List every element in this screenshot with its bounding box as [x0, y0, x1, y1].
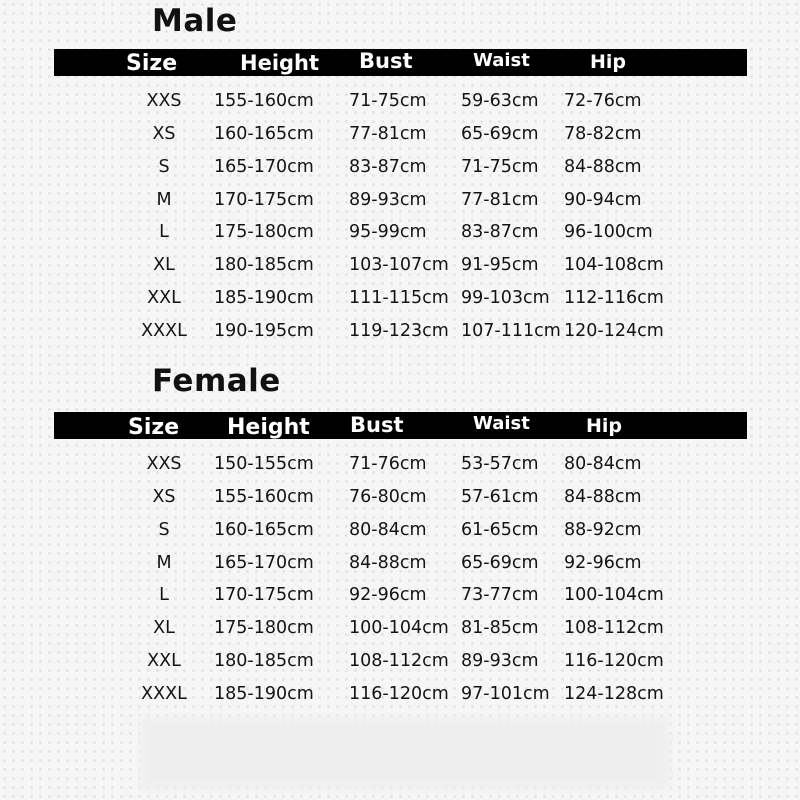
female-header-waist: Waist [473, 413, 530, 434]
table-row [54, 481, 747, 514]
height-cell: 165-170cm [214, 552, 314, 573]
female-section-title: Female [152, 363, 281, 399]
size-cell: S [158, 519, 170, 540]
height-cell: 170-175cm [214, 585, 314, 606]
waist-cell: 65-69cm [461, 123, 539, 144]
table-row [54, 547, 747, 580]
hip-cell: 80-84cm [564, 454, 642, 474]
bust-cell: 119-123cm [349, 320, 449, 341]
hip-cell: 116-120cm [564, 651, 664, 672]
bust-cell: 92-96cm [349, 585, 427, 606]
bust-cell: 116-120cm [349, 683, 449, 704]
height-cell: 160-165cm [214, 519, 314, 540]
hip-cell: 108-112cm [564, 618, 664, 639]
size-cell: L [159, 585, 169, 606]
size-cell: L [159, 222, 169, 243]
waist-cell: 97-101cm [461, 683, 550, 704]
table-row [54, 315, 747, 348]
size-cell: XL [153, 255, 175, 276]
table-row [54, 85, 747, 118]
table-row [54, 678, 747, 711]
table-row [54, 612, 747, 645]
waist-cell: 83-87cm [461, 222, 539, 243]
size-cell: XS [152, 486, 176, 507]
hip-cell: 88-92cm [564, 519, 642, 540]
size-cell: XL [153, 618, 175, 639]
bust-cell: 71-75cm [349, 91, 427, 111]
size-cell: XS [152, 123, 176, 144]
female-table-header [54, 412, 747, 439]
female-header-hip: Hip [586, 415, 623, 437]
waist-cell: 61-65cm [461, 519, 539, 540]
bust-cell: 76-80cm [349, 486, 427, 507]
size-cell: S [158, 156, 170, 177]
height-cell: 175-180cm [214, 618, 314, 639]
bust-cell: 111-115cm [349, 288, 449, 309]
male-header-hip: Hip [590, 51, 627, 73]
size-cell: XXS [146, 91, 182, 111]
male-header-bust: Bust [359, 49, 413, 73]
hip-cell: 120-124cm [564, 320, 664, 341]
bust-cell: 103-107cm [349, 255, 449, 276]
table-row [54, 448, 747, 481]
height-cell: 175-180cm [214, 222, 314, 243]
waist-cell: 65-69cm [461, 552, 539, 573]
waist-cell: 107-111cm [461, 320, 561, 341]
female-header-height: Height [227, 415, 310, 440]
table-row [54, 151, 747, 184]
male-header-waist: Waist [473, 50, 530, 71]
waist-cell: 91-95cm [461, 255, 539, 276]
height-cell: 155-160cm [214, 486, 314, 507]
blurred-footer-note [140, 718, 670, 790]
size-cell: XXXL [141, 683, 187, 704]
table-row [54, 579, 747, 612]
waist-cell: 77-81cm [461, 189, 539, 210]
size-cell: M [156, 189, 172, 210]
height-cell: 155-160cm [214, 91, 314, 111]
size-cell: XXS [146, 454, 182, 474]
table-row [54, 118, 747, 151]
bust-cell: 83-87cm [349, 156, 427, 177]
bust-cell: 95-99cm [349, 222, 427, 243]
male-section-title: Male [152, 3, 238, 39]
bust-cell: 71-76cm [349, 454, 427, 474]
height-cell: 170-175cm [214, 189, 314, 210]
height-cell: 180-185cm [214, 651, 314, 672]
hip-cell: 90-94cm [564, 189, 642, 210]
hip-cell: 100-104cm [564, 585, 664, 606]
waist-cell: 99-103cm [461, 288, 550, 309]
size-cell: XXXL [141, 320, 187, 341]
male-header-height: Height [240, 51, 320, 75]
bust-cell: 77-81cm [349, 123, 427, 144]
height-cell: 180-185cm [214, 255, 314, 276]
table-row [54, 184, 747, 217]
size-cell: XXL [147, 651, 181, 672]
hip-cell: 104-108cm [564, 255, 664, 276]
waist-cell: 53-57cm [461, 454, 539, 474]
table-row [54, 216, 747, 249]
hip-cell: 84-88cm [564, 156, 642, 177]
bust-cell: 84-88cm [349, 552, 427, 573]
hip-cell: 78-82cm [564, 123, 642, 144]
hip-cell: 72-76cm [564, 91, 642, 111]
bust-cell: 108-112cm [349, 651, 449, 672]
female-header-size: Size [128, 415, 180, 440]
bust-cell: 100-104cm [349, 618, 449, 639]
waist-cell: 81-85cm [461, 618, 539, 639]
height-cell: 185-190cm [214, 288, 314, 309]
height-cell: 165-170cm [214, 156, 314, 177]
waist-cell: 57-61cm [461, 486, 539, 507]
female-header-bust: Bust [350, 413, 404, 437]
height-cell: 185-190cm [214, 683, 314, 704]
male-table-header [54, 49, 747, 76]
hip-cell: 92-96cm [564, 552, 642, 573]
waist-cell: 89-93cm [461, 651, 539, 672]
hip-cell: 84-88cm [564, 486, 642, 507]
height-cell: 190-195cm [214, 320, 314, 341]
bust-cell: 80-84cm [349, 519, 427, 540]
table-row [54, 514, 747, 547]
male-header-size: Size [126, 51, 178, 76]
table-row [54, 282, 747, 315]
hip-cell: 124-128cm [564, 683, 664, 704]
height-cell: 160-165cm [214, 123, 314, 144]
size-cell: XXL [147, 288, 181, 309]
hip-cell: 112-116cm [564, 288, 664, 309]
male-size-table [54, 85, 747, 348]
table-row [54, 249, 747, 282]
female-size-table [54, 448, 747, 711]
waist-cell: 73-77cm [461, 585, 539, 606]
bust-cell: 89-93cm [349, 189, 427, 210]
height-cell: 150-155cm [214, 454, 314, 474]
waist-cell: 59-63cm [461, 91, 539, 111]
hip-cell: 96-100cm [564, 222, 653, 243]
size-cell: M [156, 552, 172, 573]
waist-cell: 71-75cm [461, 156, 539, 177]
table-row [54, 645, 747, 678]
